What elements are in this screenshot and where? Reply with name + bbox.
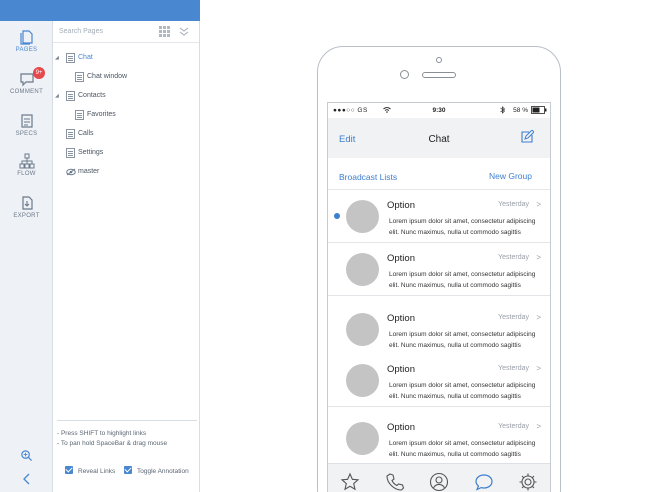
search-input[interactable]: Search Pages: [59, 28, 103, 35]
nav-bar: [328, 118, 550, 158]
hint-line: - To pan hold SpaceBar & drag mouse: [57, 440, 168, 447]
toggle-annotation-checkbox[interactable]: [124, 466, 189, 475]
message-preview: Lorem ipsum dolor sit amet, consectetur adipiscing elit. Nunc maximus, nulla ut commodo sagittis: [389, 382, 536, 400]
zoom-button[interactable]: [0, 449, 53, 462]
bluetooth-icon: [500, 106, 505, 114]
page-icon: [66, 148, 75, 158]
hint-line: - Press SHIFT to highlight links: [57, 430, 147, 437]
edit-button[interactable]: Edit: [339, 134, 356, 145]
collapse-all-icon[interactable]: [179, 26, 189, 37]
settings-icon[interactable]: [517, 471, 539, 492]
tree-item-label: Contacts: [78, 92, 106, 99]
message-time: Yesterday: [498, 365, 529, 372]
rail-comment-label: COMMENT: [9, 89, 44, 95]
checkbox-checked-icon: [65, 466, 73, 474]
rail-specs-label: SPECS: [15, 131, 38, 137]
rail-export-label: EXPORT: [13, 213, 40, 219]
hints: [57, 420, 197, 449]
rail-flow[interactable]: [0, 153, 53, 177]
specs-icon: [19, 113, 35, 129]
avatar: [346, 422, 379, 455]
avatar: [346, 200, 379, 233]
phone-icon[interactable]: [384, 471, 406, 492]
search-bar: [53, 21, 199, 43]
tree-item-label: Calls: [78, 130, 94, 137]
export-icon: [19, 195, 35, 211]
message-preview: Lorem ipsum dolor sit amet, consectetur adipiscing elit. Nunc maximus, nulla ut commodo sagittis: [389, 218, 536, 236]
broadcast-lists-link[interactable]: Broadcast Lists: [339, 172, 398, 182]
compose-icon[interactable]: [520, 130, 534, 144]
flow-icon: [19, 153, 35, 169]
message-title: Option: [387, 253, 415, 264]
reveal-links-checkbox[interactable]: [65, 466, 115, 475]
chevron-right-icon: >: [536, 364, 541, 373]
chevron-right-icon: >: [536, 313, 541, 322]
camera: [436, 57, 442, 63]
message-preview: Lorem ipsum dolor sit amet, consectetur adipiscing elit. Nunc maximus, nulla ut commodo sagittis: [389, 271, 536, 289]
pages-panel: [53, 21, 200, 492]
phone-screen: [327, 102, 551, 492]
message-title: Option: [387, 313, 415, 324]
rail-flow-label: FLOW: [17, 171, 36, 177]
message-time: Yesterday: [498, 254, 529, 261]
zoom-icon: [20, 449, 33, 462]
chevron-left-icon: [22, 473, 32, 485]
message-row[interactable]: [328, 243, 550, 296]
rail-specs[interactable]: [0, 113, 53, 137]
page-icon: [75, 72, 84, 82]
tab-bar: [328, 463, 550, 492]
message-title: Option: [387, 364, 415, 375]
tool-rail: [0, 21, 53, 492]
screen-title: Chat: [428, 134, 450, 145]
page-icon: [75, 110, 84, 120]
carrier-signal: ●●●○○ GS: [333, 107, 368, 114]
message-row[interactable]: [328, 412, 550, 465]
avatar: [346, 253, 379, 286]
page-icon: [66, 53, 75, 63]
grid-view-icon[interactable]: [159, 26, 170, 37]
chevron-right-icon: >: [536, 422, 541, 431]
status-bar: [328, 103, 550, 118]
comment-badge: 9+: [33, 67, 45, 79]
checkbox-checked-icon: [124, 466, 132, 474]
checkbox-label: Reveal Links: [78, 468, 116, 475]
star-icon[interactable]: [339, 471, 361, 492]
sensor: [400, 70, 409, 79]
rail-pages-label: PAGES: [15, 47, 38, 53]
tree-item-label: master: [78, 168, 100, 175]
rail-export[interactable]: [0, 195, 53, 219]
tree-item-label: Chat window: [87, 73, 128, 80]
battery-percent: 58 %: [513, 107, 528, 114]
message-time: Yesterday: [498, 201, 529, 208]
avatar: [346, 313, 379, 346]
new-group-link[interactable]: New Group: [489, 171, 532, 181]
message-time: Yesterday: [498, 314, 529, 321]
message-preview: Lorem ipsum dolor sit amet, consectetur adipiscing elit. Nunc maximus, nulla ut commodo sagittis: [389, 331, 536, 349]
battery-icon: [531, 106, 547, 114]
expand-triangle-icon[interactable]: ◢: [55, 55, 59, 61]
tree-item-label: Favorites: [87, 111, 116, 118]
status-time: 9:30: [432, 107, 446, 114]
chevron-right-icon: >: [536, 253, 541, 262]
message-row[interactable]: [328, 190, 550, 243]
pages-icon: [19, 29, 35, 45]
sub-bar: [328, 158, 550, 190]
message-time: Yesterday: [498, 423, 529, 430]
expand-triangle-icon[interactable]: ◢: [55, 93, 59, 99]
message-title: Option: [387, 422, 415, 433]
phone-frame: [317, 46, 561, 492]
top-bar: [0, 0, 200, 21]
avatar: [346, 364, 379, 397]
rail-comment[interactable]: [0, 71, 53, 95]
message-preview: Lorem ipsum dolor sit amet, consectetur adipiscing elit. Nunc maximus, nulla ut commodo sagittis: [389, 440, 536, 458]
tree-item-label: Chat: [78, 54, 93, 61]
rail-pages[interactable]: [0, 29, 53, 53]
chevron-right-icon: >: [536, 200, 541, 209]
contacts-icon[interactable]: [428, 471, 450, 492]
message-row[interactable]: [328, 354, 550, 407]
speaker: [422, 72, 456, 78]
checkbox-label: Toggle Annotation: [137, 468, 189, 475]
chat-icon[interactable]: [473, 471, 495, 492]
master-eye-icon: [66, 168, 76, 176]
message-title: Option: [387, 200, 415, 211]
unread-dot: [334, 213, 340, 219]
tree-item-label: Settings: [78, 149, 104, 156]
collapse-button[interactable]: [0, 473, 53, 485]
page-icon: [66, 129, 75, 139]
message-row[interactable]: [328, 303, 550, 356]
page-icon: [66, 91, 75, 101]
